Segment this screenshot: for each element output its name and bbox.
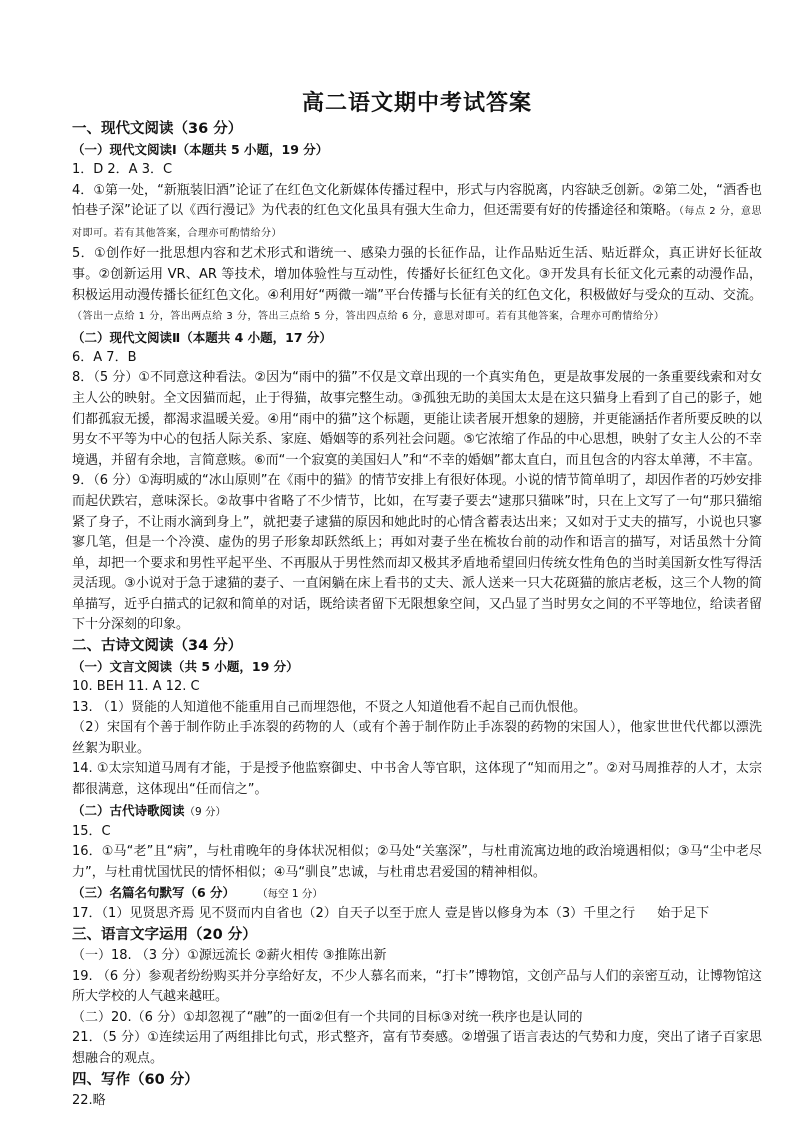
answer-17 (72, 904, 762, 925)
section-2-sub-3-note: （每空 1 分） (257, 888, 323, 901)
section-1-sub-2: （二）现代文阅读Ⅱ（本题共 4 小题，17 分） (72, 329, 332, 345)
answers-10-12: 10. BEH 11. A 12. C (72, 679, 200, 695)
document-title: 高二语文期中考试答案 (301, 90, 532, 116)
answer-21: 21．（5 分）①连续运用了两组排比句式，形式整齐，富有节奏感。②增强了语言表达的气势和力度，突出了诸子百家思想融合的观点。 (72, 1030, 762, 1066)
answer-13-1: 13. （1）贤能的人知道他不能重用自己而埋怨他，不贤之人知道他看不起自己而仇恨他。 (72, 699, 587, 715)
section-2-sub-1: （一）文言文阅读（共 5 小题，19 分） (72, 659, 299, 675)
answer-19: 19. （6 分）参观者纷纷购买并分享给好友，不少人慕名而来，“打卡”博物馆，文创产品与人们的亲密互动，让博物馆这所大学校的人气越来越旺。 (72, 968, 762, 1005)
section-1-sub-1: （一）现代文阅读Ⅰ（本题共 5 小题，19 分） (72, 142, 329, 157)
answer-5-text: 5．①创作好一批思想内容和艺术形式和谐统一、感染力强的长征作品，让作品贴近生活、贴近群众，真正讲好长征故事。②创新运用 VR、AR 等技术，增加体验性与互动性，传播好长征红色文化。③开发具有长征文化元素的动漫作品，积极运用动漫传播长征红色文化。④利用好“两微一端”平台传播与长征有关的红色文化，积极做好与受众的互动、交流。 (72, 246, 762, 303)
answer-22: 22.略 (72, 1092, 106, 1108)
answer-5 (72, 244, 762, 327)
answer-4 (72, 181, 762, 245)
answer-13-2: （2）宋国有个善于制作防止手冻裂的药物的人（或有个善于制作防止手冻裂的药物的宋国人），他家世世代代都以漂洗丝絮为职业。 (72, 720, 762, 756)
answer-18: （一）18. （3 分）①源远流长 ②薪火相传 ③推陈出新 (72, 948, 387, 963)
answer-4-text: 4．①第一处，“新瓶装旧酒”论证了在红色文化新媒体传播过程中，形式与内容脱离，内容缺乏创新。②第二处，“酒香也怕巷子深”论证了以《西行漫记》为代表的红色文化虽具有强大生命力，但还需要有好的传播途径和策略。 (72, 182, 762, 219)
answer-17-end: 始于足下 (657, 906, 710, 922)
section-2-sub-2-label: （二）古代诗歌阅读 (72, 802, 185, 818)
section-2-sub-3-label: （三）名篇名句默写（6 分） (72, 885, 236, 901)
answers-6-7: 6．A 7．B (72, 349, 137, 365)
section-2-sub-3 (72, 883, 762, 904)
answer-sheet (72, 88, 762, 1111)
answer-17-text: 17．（1）见贤思齐焉 见不贤而内自省也（2）自天子以至于庶人 壹是皆以修身为本（3）千里之行 (72, 906, 636, 922)
answer-5-note: （答出一点给 1 分，答出两点给 3 分，答出三点给 5 分，答出四点给 6 分，意思对即可。若有其他答案，合理亦可酌情给分） (72, 311, 665, 323)
section-2-sub-2 (72, 801, 762, 822)
section-3-heading: 三、语言文字运用（20 分） (72, 927, 257, 943)
section-2-sub-2-score: （9 分） (184, 805, 227, 818)
answers-1-3: 1．D 2．A 3．C (72, 162, 173, 177)
answer-15: 15．C (72, 823, 111, 839)
answer-14: 14. ①太宗知道马周有才能，于是授予他监察御史、中书舍人等官职，这体现了“知而用之”。②对马周推荐的人才，太宗都很满意，这体现出“任而信之”。 (72, 761, 762, 798)
section-1-heading: 一、现代文阅读（36 分） (72, 121, 243, 137)
answer-9: 9．（6 分）①海明威的“冰山原则”在《雨中的猫》的情节安排上有很好体现。小说的情节简单明了，却因作者的巧妙安排而起伏跌宕，意味深长。②故事中省略了不少情节，比如，在写妻子要去“逮那只猫咪”时，只在上文写了一句“那只猫缩紧了身子，不让雨水滴到身上”，就把妻子逮猫的原因和她此时的心情含蓄表达出来；又如对于丈夫的描写，小说也只寥寥几笔，但是一个冷漠、虚伪的男子形象却跃然纸上；再如对妻子坐在梳妆台前的动作和语言的描写，对话虽然十分简单，却把一个要求和男性平起平坐、不再服从于男性然而却又极其矛盾地希望回归传统女性角色的当时美国新女性写得活灵活现。③小说对于急于逮猫的妻子、一直闲躺在床上看书的丈夫、派人送来一只大花斑猫的旅店老板，这三个人物的简单描写，近乎白描式的记叙和简单的对话，既给读者留下无限想象空间，又凸显了当时男女之间的不平等地位，给读者留下十分深刻的印象。 (72, 473, 762, 633)
answer-16: 16．①马“老”且“病”，与杜甫晚年的身体状况相似；②马处“关塞深”，与杜甫流寓边地的政治境遇相似；③马“尘中老尽力”，与杜甫忧国忧民的情怀相似；④马“驯良”忠诚，与杜甫忠君爱国的精神相似。 (72, 844, 762, 880)
answer-4-note: （每点 2 分，意思对即可。若有其他答案，合理亦可酌情给分） (72, 206, 762, 239)
section-4-heading: 四、写作（60 分） (72, 1071, 199, 1088)
answer-8: 8．（5 分）①不同意这种看法。②因为“雨中的猫”不仅是文章出现的一个真实角色，更是故事发展的一条重要线索和对女主人公的映射。全文因猫而起，止于得猫，故事完整生动。③孤独无助的美国太太是在这只猫身上看到了自己的影子，她们都孤寂无援，都渴求温暖关爱。④用“雨中的猫”这个标题，更能让读者展开想象的翅膀，并更能涵括作者所要反映的以男女不平等为中心的包括人际关系、家庭、婚姻等的系列社会问题。⑤它浓缩了作品的中心思想，映射了女主人公的不幸境遇，并留有余地，言简意赅。⑥而“一个寂寞的美国妇人”和“不幸的婚姻”都太直白，而且包含的内容太单薄，不丰富。 (72, 370, 762, 468)
answer-20: （二）20.（6 分）①却忽视了“融”的一面②但有一个共同的目标③对统一秩序也是认同的 (72, 1009, 583, 1025)
section-2-heading: 二、古诗文阅读（34 分） (72, 638, 243, 655)
